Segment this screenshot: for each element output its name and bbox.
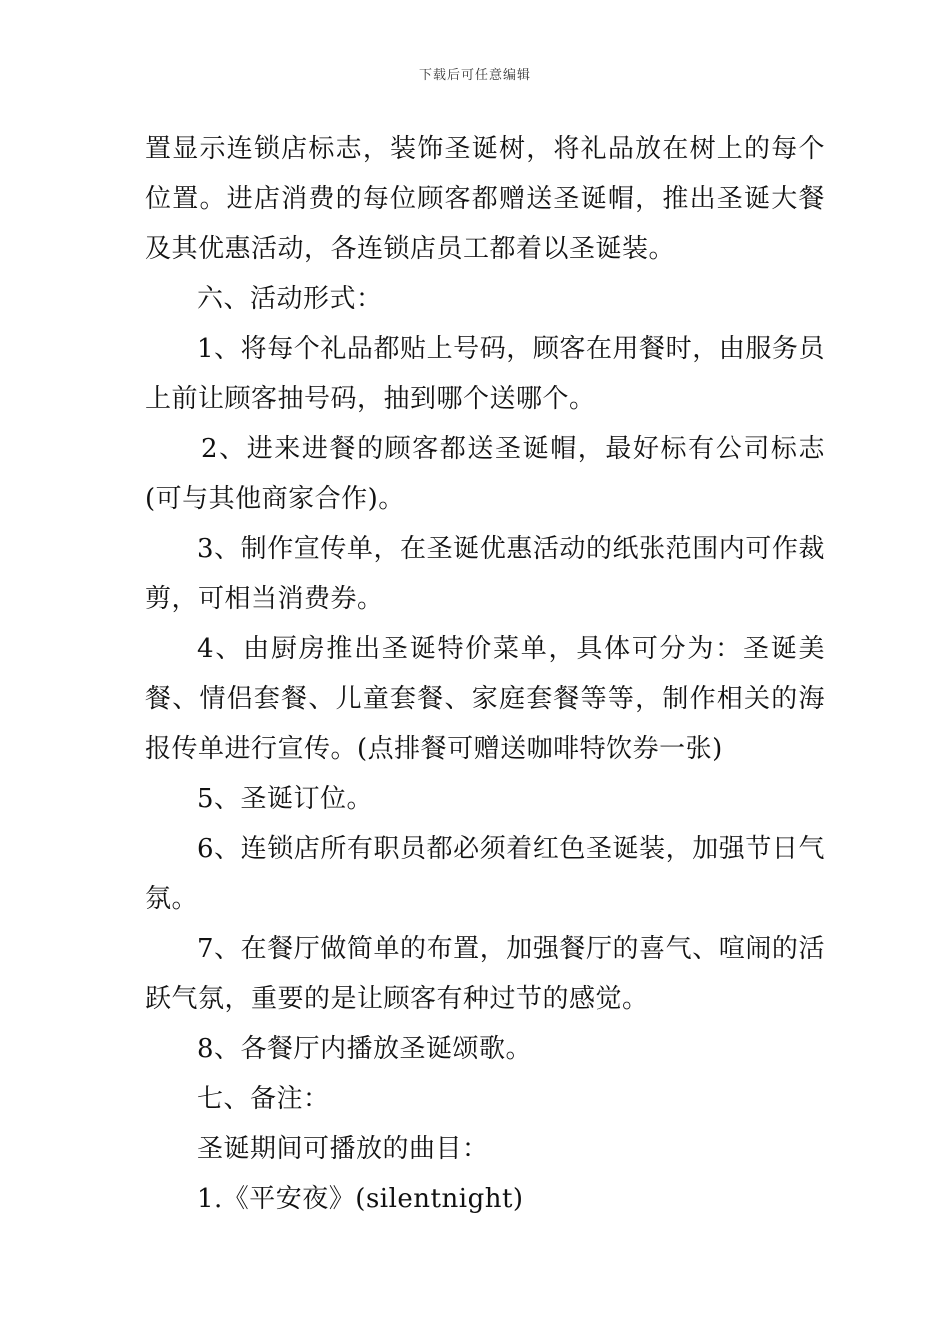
list-item-3: 3、制作宣传单，在圣诞优惠活动的纸张范围内可作裁剪，可相当消费券。 (145, 534, 825, 614)
document-body (145, 124, 825, 1224)
list-item-5: 5、圣诞订位。 (197, 784, 374, 814)
notes-intro: 圣诞期间可播放的曲目： (197, 1134, 489, 1164)
section-heading-activity-form: 六、活动形式： (197, 284, 383, 314)
page-header-note: 下载后可任意编辑 (418, 68, 531, 83)
song-item-1: 1.《平安夜》(silentnight) (197, 1184, 524, 1214)
list-item-6: 6、连锁店所有职员都必须着红色圣诞装，加强节日气氛。 (145, 834, 825, 914)
list-item-7: 7、在餐厅做简单的布置，加强餐厅的喜气、喧闹的活跃气氛，重要的是让顾客有种过节的感觉。 (145, 934, 825, 1014)
section-heading-notes: 七、备注： (197, 1084, 330, 1114)
list-item-2: 2、进来进餐的顾客都送圣诞帽，最好标有公司标志(可与其他商家合作)。 (145, 434, 825, 514)
list-item-8: 8、各餐厅内播放圣诞颂歌。 (197, 1034, 533, 1064)
list-item-1: 1、将每个礼品都贴上号码，顾客在用餐时，由服务员上前让顾客抽号码，抽到哪个送哪个。 (145, 334, 825, 414)
list-item-4: 4、由厨房推出圣诞特价菜单，具体可分为：圣诞美餐、情侣套餐、儿童套餐、家庭套餐等等，制作相关的海报传单进行宣传。(点排餐可赠送咖啡特饮券一张) (145, 634, 825, 764)
paragraph-decoration: 置显示连锁店标志，装饰圣诞树，将礼品放在树上的每个位置。进店消费的每位顾客都赠送圣诞帽，推出圣诞大餐及其优惠活动，各连锁店员工都着以圣诞装。 (145, 134, 825, 264)
